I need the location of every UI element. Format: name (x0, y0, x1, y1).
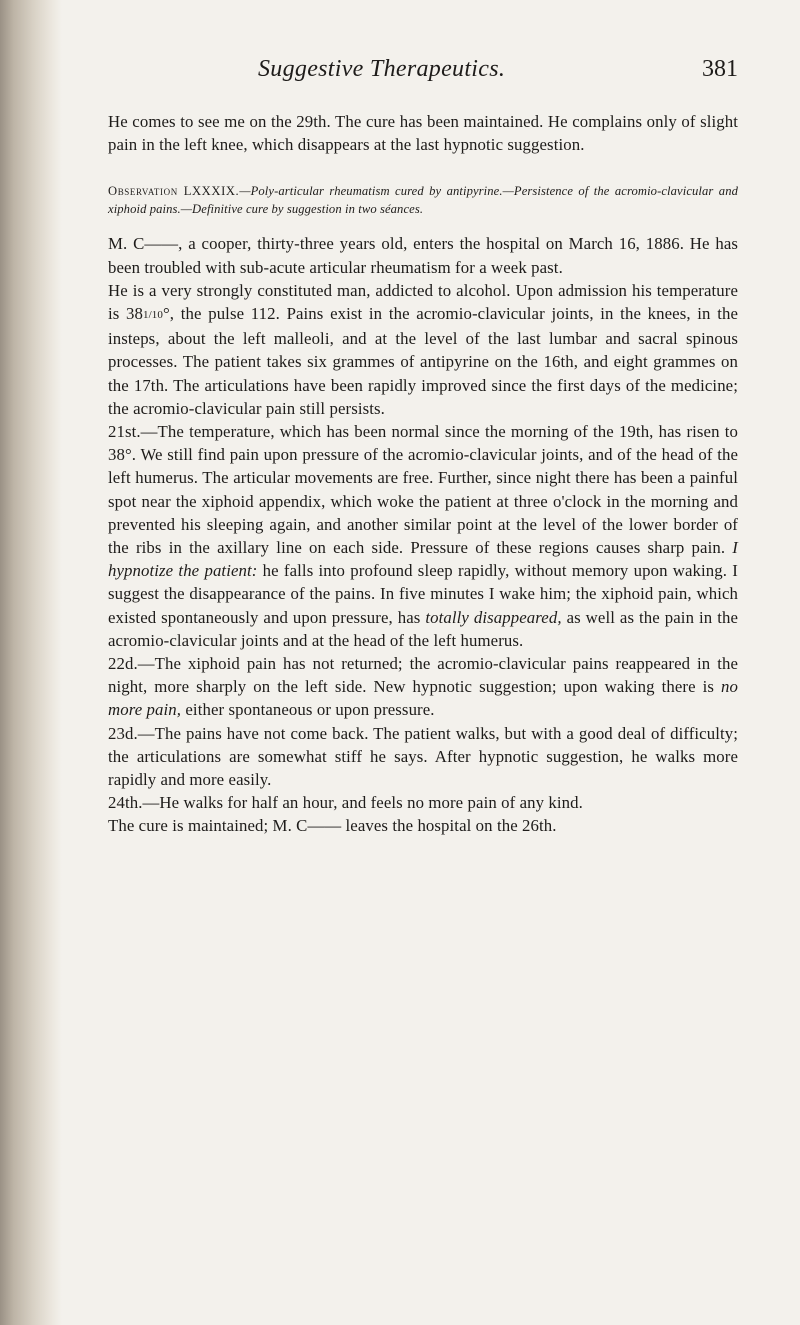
paragraph-3-part-a: He is a very strongly constituted man, addicted to alcohol. Upon admission his temperature is 38 (108, 280, 738, 324)
page-number: 381 (702, 56, 738, 82)
paragraph-3 (108, 279, 738, 420)
paragraph-8: The cure is maintained; M. C—— leaves the hospital on the 26th. (108, 816, 557, 836)
paragraph-3-part-b: °, the pulse 112. Pains exist in the acromio-clavicular joints, in the knees, in the insteps, about the left malleoli, and at the level of the last lumbar and sacral spinous processes. The patient takes six grammes of antipyrine on the 16th, and eight grammes on the 17th. The articulations have been rapidly improved since the first days of the medicine; the acromio-clavicular pain still persists. (108, 304, 738, 418)
paragraph-5 (108, 652, 738, 722)
paragraph-4 (108, 420, 738, 652)
paragraph-7: 24th.—He walks for half an hour, and feels no more pain of any kind. (108, 793, 583, 813)
running-title: Suggestive Therapeutics. (258, 56, 506, 82)
paragraph-2: M. C——, a cooper, thirty-three years old, enters the hospital on March 16, 1886. He has been troubled with sub-acute articular rheumatism for a week past. (108, 234, 738, 277)
observation-title: —Poly-articular rheumatism cured by antipyrine.—Persistence of the acromio-clavicular and xiphoid pains.—Definitive cure by suggestion in two séances. (108, 184, 738, 217)
page-header (108, 56, 738, 90)
paragraph-4-italic-a: I hypnotize the patient: (108, 538, 738, 581)
paragraph-1: He comes to see me on the 29th. The cure has been maintained. He complains only of slight pain in the left knee, which disappears at the last hypnotic suggestion. (108, 112, 738, 155)
paragraph-4-part-c: as well as the pain in the acromio-clavicular joints and at the head of the left humerus. (108, 607, 738, 650)
temperature-fraction: 1/10 (143, 309, 163, 322)
book-page (108, 56, 738, 838)
paragraph-4-italic-b: totally disappeared, (425, 607, 562, 627)
observation-label: Observation LXXXIX. (108, 184, 240, 199)
observation-heading (108, 182, 738, 218)
paragraph-5-italic: no more pain, (108, 677, 738, 720)
paragraph-6: 23d.—The pains have not come back. The patient walks, but with a good deal of difficulty; the articulations are somewhat stiff he says. After hypnotic suggestion, he walks more rapidly and more easily. (108, 723, 738, 790)
paragraph-5-part-a: 22d.—The xiphoid pain has not returned; the acromio-clavicular pains reappeared in the night, more sharply on the left side. New hypnotic suggestion; upon waking there is (108, 654, 738, 697)
paragraph-4-part-b: he falls into profound sleep rapidly, without memory upon waking. I suggest the disappearance of the pains. In five minutes I wake him; the xiphoid pain, which existed spontaneously and upon pressure, has (108, 561, 738, 627)
paragraph-4-part-a: 21st.—The temperature, which has been normal since the morning of the 19th, has risen to 38°. We still find pain upon pressure of the acromio-clavicular joints, and of the head of the left humerus. The articular movements are free. Further, since night there has been a painful spot near the xiphoid appendix, which woke the patient at three o'clock in the morning and prevented his sleeping again, and another similar point at the level of the lower border of the ribs in the axillary line on each side. Pressure of these regions causes sharp pain. (108, 422, 738, 558)
page-gutter-shadow (0, 0, 62, 1325)
paragraph-5-part-b: either spontaneous or upon pressure. (181, 700, 435, 720)
